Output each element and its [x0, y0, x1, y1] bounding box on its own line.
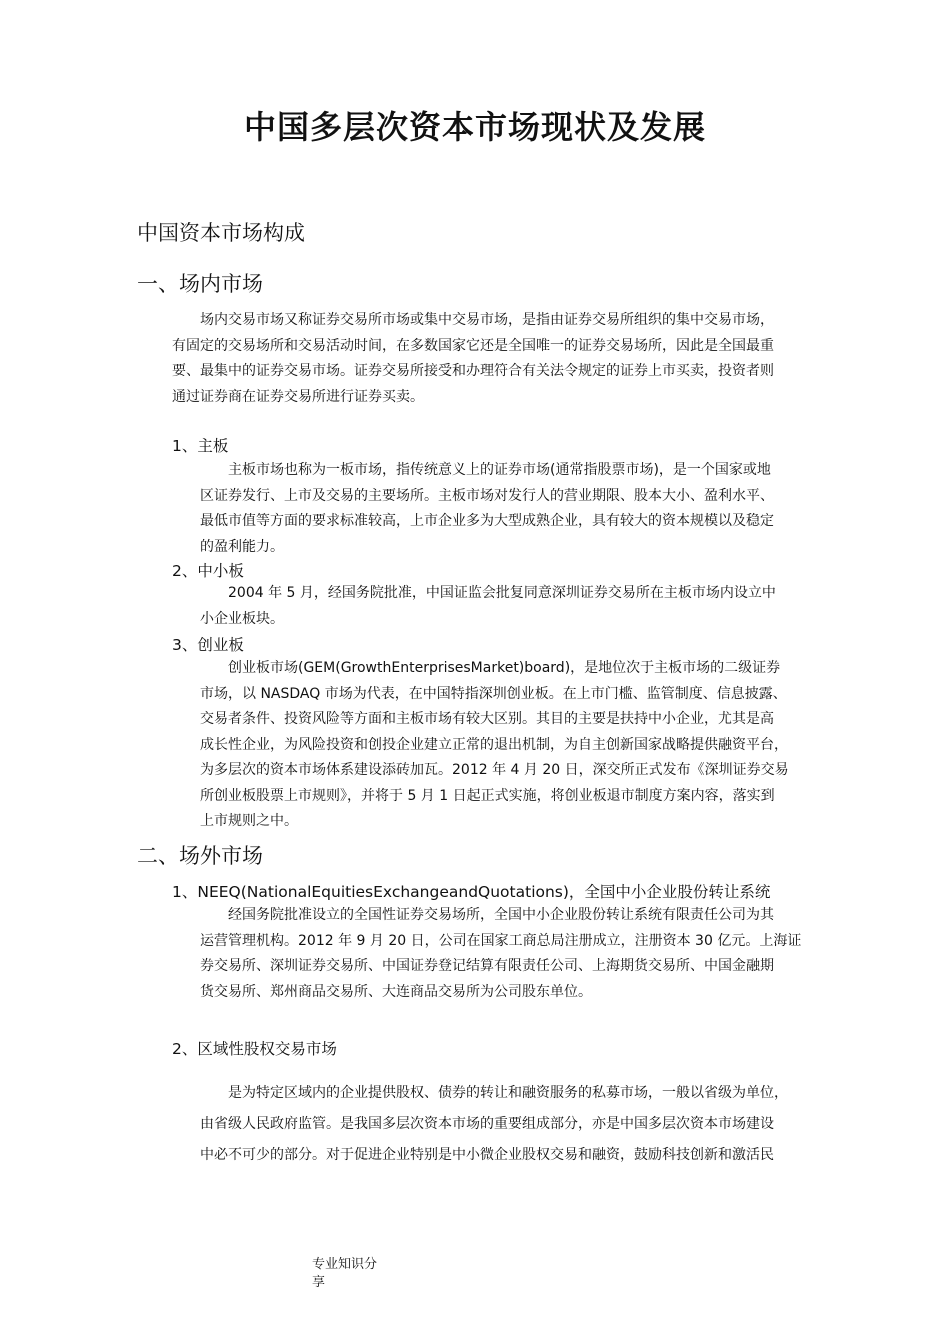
paragraph-line: 上市规则之中。 [200, 813, 298, 829]
footer-line: 享 [312, 1275, 326, 1290]
paragraph-line: 是为特定区域内的企业提供股权、债券的转让和融资服务的私募市场，一般以省级为单位， [228, 1085, 788, 1101]
paragraph-line: 由省级人民政府监管。是我国多层次资本市场的重要组成部分，亦是中国多层次资本市场建设 [200, 1116, 774, 1132]
footer-line: 专业知识分 [312, 1257, 378, 1272]
section1-intro [172, 308, 832, 410]
document-title: 中国多层次资本市场现状及发展 [243, 108, 706, 146]
paragraph-line: 2004 年 5 月，经国务院批准，中国证监会批复同意深圳证券交易所在主板市场内设立中 [228, 585, 776, 601]
subtitle: 中国资本市场构成 [137, 221, 305, 245]
paragraph-line: 为多层次的资本市场体系建设添砖加瓦。2012 年 4 月 20 日，深交所正式发布《深圳证券交易 [200, 762, 789, 778]
paragraph-line: 创业板市场(GEM(GrowthEnterprisesMarket)board)，是地位次于主板市场的二级证券 [228, 660, 781, 676]
paragraph-line: 主板市场也称为一板市场，指传统意义上的证券市场(通常指股票市场)，是一个国家或地 [228, 462, 771, 478]
section1-heading: 一、场内市场 [137, 272, 263, 296]
section2-heading: 二、场外市场 [137, 844, 263, 868]
item-heading-neeq: 1、NEEQ(NationalEquitiesExchangeandQuotations)，全国中小企业股份转让系统 [172, 883, 771, 901]
paragraph-line: 小企业板块。 [200, 610, 284, 627]
paragraph-line: 所创业板股票上市规则》，并将于 5 月 1 日起正式实施，将创业板退市制度方案内容，落实到 [200, 787, 775, 804]
paragraph-line: 场内交易市场又称证券交易所市场或集中交易市场，是指由证券交易所组织的集中交易市场， [200, 312, 774, 328]
paragraph-line: 市场，以 NASDAQ 市场为代表，在中国特指深圳创业板。在上市门槛、监管制度、信息披露、 [200, 685, 787, 702]
paragraph-line: 的盈利能力。 [200, 538, 284, 555]
item-body-gem-board [200, 656, 840, 835]
item-body-main-board [200, 458, 840, 560]
paragraph-line: 券交易所、深圳证券交易所、中国证券登记结算有限责任公司、上海期货交易所、中国金融期 [200, 958, 774, 974]
paragraph-line: 交易者条件、投资风险等方面和主板市场有较大区别。其目的主要是扶持中小企业，尤其是高 [200, 711, 774, 727]
paragraph-line: 要、最集中的证券交易市场。证券交易所接受和办理符合有关法令规定的证券上市买卖，投资者则 [172, 363, 774, 379]
item-heading-sme-board: 2、中小板 [172, 562, 244, 580]
paragraph-line: 中必不可少的部分。对于促进企业特别是中小微企业股权交易和融资，鼓励科技创新和激活民 [200, 1147, 774, 1163]
item-body-neeq [200, 903, 840, 1005]
paragraph-line: 经国务院批准设立的全国性证券交易场所，全国中小企业股份转让系统有限责任公司为其 [228, 907, 774, 923]
item-heading-regional-equity: 2、区域性股权交易市场 [172, 1040, 337, 1058]
item-heading-main-board: 1、主板 [172, 437, 229, 455]
item-heading-gem-board: 3、创业板 [172, 636, 244, 654]
item-body-regional-equity [200, 1078, 840, 1171]
page-footer [312, 1256, 392, 1292]
paragraph-line: 运营管理机构。2012 年 9 月 20 日，公司在国家工商总局注册成立，注册资本 30 亿元。上海证 [200, 932, 802, 949]
paragraph-line: 货交易所、郑州商品交易所、大连商品交易所为公司股东单位。 [200, 983, 592, 1000]
paragraph-line: 成长性企业，为风险投资和创投企业建立正常的退出机制，为自主创新国家战略提供融资平台， [200, 736, 788, 753]
paragraph-line: 区证券发行、上市及交易的主要场所。主板市场对发行人的营业期限、股本大小、盈利水平、 [200, 487, 774, 504]
paragraph-line: 有固定的交易场所和交易活动时间，在多数国家它还是全国唯一的证券交易场所，因此是全国最重 [172, 337, 774, 354]
paragraph-line: 通过证券商在证券交易所进行证券买卖。 [172, 388, 424, 405]
paragraph-line: 最低市值等方面的要求标准较高，上市企业多为大型成熟企业，具有较大的资本规模以及稳定 [200, 513, 774, 529]
item-body-sme-board [200, 581, 840, 632]
